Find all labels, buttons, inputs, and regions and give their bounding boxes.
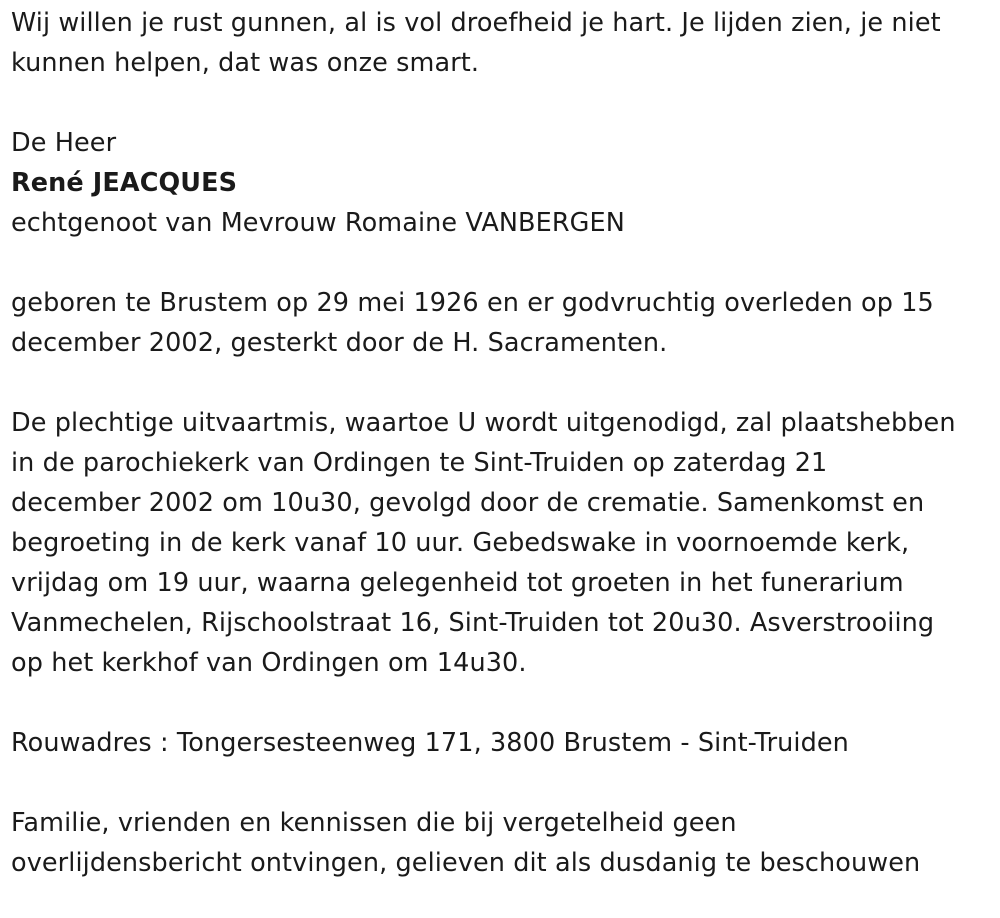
closing-note-paragraph: Familie, vrienden en kennissen die bij vergetelheid geen overlijdensbericht ontvingen, gelieven dit als dusdanig te beschouwen [11,808,921,878]
birth-death-paragraph: geboren te Brustem op 29 mei 1926 en er godvruchtig overleden op 15 december 2002, gesterkt door de H. Sacramenten. [11,288,934,358]
spacer [11,683,996,723]
obituary-text [11,3,996,883]
mourning-address: Rouwadres : Tongersesteenweg 171, 3800 Brustem - Sint-Truiden [11,728,849,758]
motto-paragraph: Wij willen je rust gunnen, al is vol droefheid je hart. Je lijden zien, je niet kunnen helpen, dat was onze smart. [11,8,941,78]
spouse-line: echtgenoot van Mevrouw Romaine VANBERGEN [11,208,625,238]
spacer [11,363,996,403]
spacer [11,763,996,803]
honorific: De Heer [11,128,117,158]
funeral-details-paragraph: De plechtige uitvaartmis, waartoe U wordt uitgenodigd, zal plaatshebben in de parochiekerk van Ordingen te Sint-Truiden op zaterdag 21 december 2002 om 10u30, gevolgd door de crematie. Samenkomst en begroeting in de kerk vanaf 10 uur. Gebedswake in voornoemde kerk, vrijdag om 19 uur, waarna gelegenheid tot groeten in het funerarium Vanmechelen, Rijschoolstraat 16, Sint-Truiden tot 20u30. Asverstrooiing op het kerkhof van Ordingen om 14u30. [11,408,956,678]
spacer [11,243,996,283]
deceased-name: René JEACQUES [11,168,238,198]
spacer [11,83,996,123]
